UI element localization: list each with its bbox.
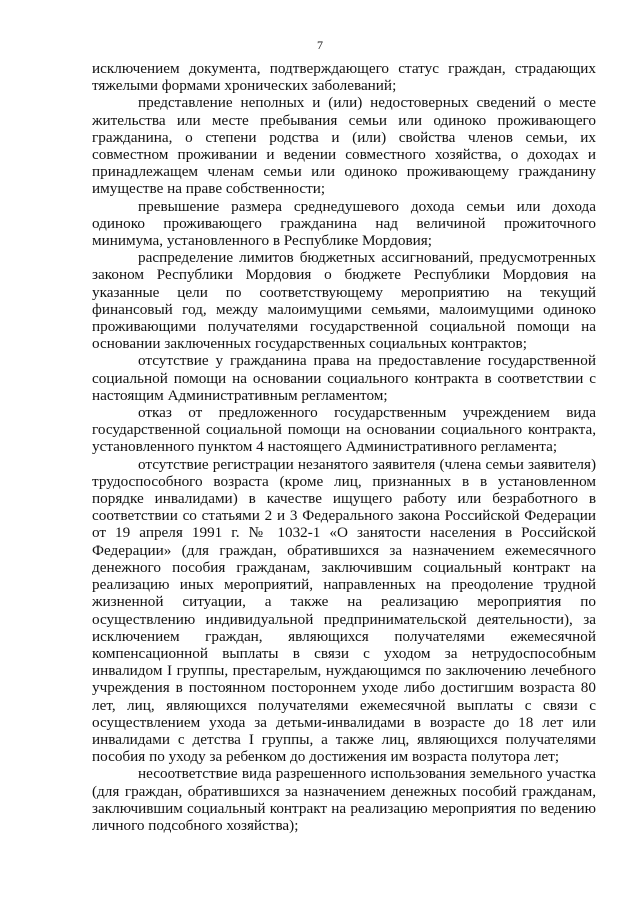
paragraph-continuation: исключением документа, подтверждающего статус граждан, страдающих тяжелыми формами хронических заболеваний; [92, 60, 596, 95]
paragraph-refusal: отказ от предложенного государственным учреждением вида государственной социальной помощи на основании социального контракта, установленного пунктом 4 настоящего Административного регламента; [92, 404, 596, 456]
document-body [92, 60, 596, 834]
paragraph-incomplete-info: представление неполных и (или) недостоверных сведений о месте жительства или месте пребывания семьи или одиноко проживающего гражданина, о степени родства и (или) свойства членов семьи, их совместном проживании и ведении совместного хозяйства, о доходах и принадлежащем членам семьи или одиноко проживающему гражданину имуществе на праве собственности; [92, 94, 596, 198]
paragraph-no-registration: отсутствие регистрации незанятого заявителя (члена семьи заявителя) трудоспособного возраста (кроме лиц, признанных в в установленном порядке инвалидами) в качестве ищущего работу или безработного в соответствии со статьями 2 и 3 Федерального закона Российской Федерации от 19 апреля 1991 г. № 1032-1 «О занятости населения в Российской Федерации» (для граждан, обратившихся за назначением ежемесячного денежного пособия гражданам, заключившим социальный контракт на реализацию иных мероприятий, направленных на преодоление трудной жизненной ситуации, а также на реализацию мероприятия по осуществлению индивидуальной предпринимательской деятельности), за исключением граждан, являющихся получателями ежемесячной компенсационной выплаты в связи с уходом за нетрудоспособным инвалидом I группы, престарелым, нуждающимся по заключению лечебного учреждения в постоянном постороннем уходе либо достигшим возраста 80 лет, лиц, являющихся получателями ежемесячной выплаты с связи с осуществлением ухода за детьми-инвалидами в возрасте до 18 лет или инвалидами с детства I группы, а также лиц, являющихся получателями пособия по уходу за ребенком до достижения им возраста полутора лет; [92, 455, 596, 766]
paragraph-budget-limits: распределение лимитов бюджетных ассигнований, предусмотренных законом Республики Мордовия о бюджете Республики Мордовия на указанные цели по соответствующему мероприятию на текущий финансовый год, между малоимущими семьями, малоимущими одиноко проживающими получателями государственной социальной помощи на основании заключенных государственных социальных контрактов; [92, 249, 596, 353]
paragraph-no-right: отсутствие у гражданина права на предоставление государственной социальной помощи на основании социального контракта в соответствии с настоящим Административным регламентом; [92, 352, 596, 404]
paragraph-land-use: несоответствие вида разрешенного использования земельного участка (для граждан, обратившихся за назначением денежных пособий гражданам, заключившим социальный контракт на реализацию мероприятия по ведению личного подсобного хозяйства); [92, 765, 596, 834]
paragraph-income-excess: превышение размера среднедушевого дохода семьи или дохода одиноко проживающего гражданина над величиной прожиточного минимума, установленного в Республике Мордовия; [92, 197, 596, 250]
page-number: 7 [317, 38, 323, 52]
